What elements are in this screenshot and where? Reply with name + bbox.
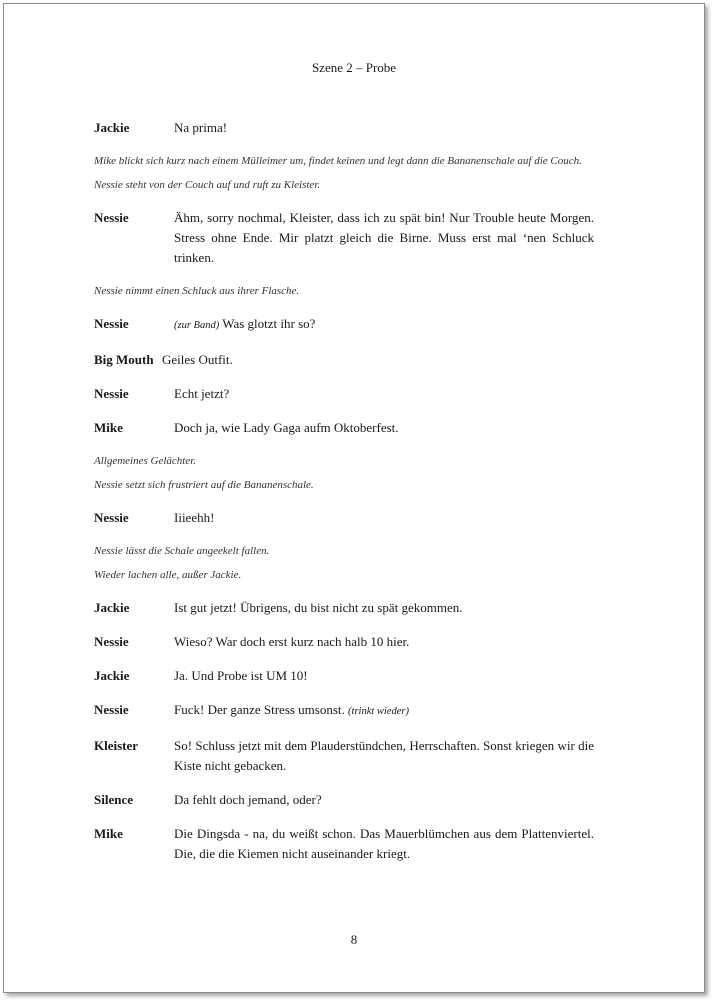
dialog-line <box>94 384 594 404</box>
dialog-line <box>94 666 594 686</box>
scene-header: Szene 2 – Probe <box>311 60 397 75</box>
speaker-name: Nessie <box>94 316 129 331</box>
dialog-text-wrapper <box>174 118 594 138</box>
speaker-name: Nessie <box>94 634 129 649</box>
dialog-text: So! Schluss jetzt mit dem Plauderstündchen, Herrschaften. Sonst kriegen wir die Kiste nicht gebacken. <box>174 738 594 773</box>
dialog-line <box>94 790 594 810</box>
dialog-line <box>94 418 594 438</box>
dialog-line <box>94 208 594 268</box>
dialog-text-wrapper <box>162 350 594 370</box>
dialog-text-wrapper <box>174 208 594 268</box>
dialog-text-wrapper <box>174 824 594 864</box>
script-page <box>3 3 705 993</box>
dialog-line <box>94 314 594 336</box>
speaker-name: Nessie <box>94 210 129 225</box>
speaker-name: Jackie <box>94 668 130 683</box>
dialog-text: Ähm, sorry nochmal, Kleister, dass ich zu spät bin! Nur Trouble heute Morgen. Stress ohne Ende. Mir platzt gleich die Birne. Muss erst mal ‘nen Schluck trinken. <box>174 210 594 265</box>
dialog-text-wrapper <box>174 418 594 438</box>
dialog-text: Na prima! <box>174 120 228 135</box>
dialog-text-wrapper <box>174 700 594 722</box>
speaker-name: Nessie <box>94 510 129 525</box>
dialog-text-wrapper <box>174 508 594 528</box>
dialog-line <box>94 508 594 528</box>
dialog-text-wrapper <box>174 598 594 618</box>
stage-direction: Mike blickt sich kurz nach einem Mülleimer um, findet keinen und legt dann die Bananenschale auf die Couch. <box>94 155 582 167</box>
dialog-text: Was glotzt ihr so? <box>222 316 316 331</box>
stage-direction: Nessie lässt die Schale angeekelt fallen. <box>94 545 270 557</box>
dialog-line <box>94 632 594 652</box>
stage-direction: Nessie nimmt einen Schluck aus ihrer Flasche. <box>94 285 300 297</box>
speaker-name: Jackie <box>94 600 130 615</box>
dialog-line <box>94 700 594 722</box>
dialog-line <box>94 350 594 370</box>
dialog-text: Ja. Und Probe ist UM 10! <box>174 668 308 683</box>
speaker-name: Mike <box>94 826 123 841</box>
page-number: 8 <box>350 932 358 947</box>
speaker-name: Nessie <box>94 702 129 717</box>
inline-stage-direction: (zur Band) <box>174 320 220 331</box>
stage-direction: Nessie setzt sich frustriert auf die Bananenschale. <box>94 479 314 491</box>
speaker-name: Mike <box>94 420 123 435</box>
script-body <box>94 118 594 878</box>
dialog-text: Geiles Outfit. <box>162 352 233 367</box>
speaker-name: Nessie <box>94 386 129 401</box>
stage-direction: Wieder lachen alle, außer Jackie. <box>94 569 242 581</box>
dialog-text-wrapper <box>174 384 594 404</box>
stage-direction: Allgemeines Gelächter. <box>94 455 197 467</box>
dialog-text-wrapper <box>174 632 594 652</box>
dialog-text: Wieso? War doch erst kurz nach halb 10 hier. <box>174 634 410 649</box>
dialog-text: Da fehlt doch jemand, oder? <box>174 792 322 807</box>
speaker-name: Silence <box>94 792 133 807</box>
inline-stage-direction: (trinkt wieder) <box>348 706 409 717</box>
dialog-text: Iiieehh! <box>174 510 215 525</box>
speaker-name: Jackie <box>94 120 130 135</box>
dialog-text-wrapper <box>174 314 594 336</box>
dialog-text: Echt jetzt? <box>174 386 230 401</box>
dialog-line <box>94 736 594 776</box>
dialog-text: Ist gut jetzt! Übrigens, du bist nicht zu spät gekommen. <box>174 600 463 615</box>
dialog-text: Fuck! Der ganze Stress umsonst. <box>174 702 345 717</box>
dialog-text-wrapper <box>174 790 594 810</box>
dialog-text-wrapper <box>174 736 594 776</box>
dialog-text: Doch ja, wie Lady Gaga aufm Oktoberfest. <box>174 420 399 435</box>
speaker-name: Kleister <box>94 738 139 753</box>
speaker-name: Big Mouth <box>94 352 154 367</box>
dialog-line <box>94 118 594 138</box>
dialog-text-wrapper <box>174 666 594 686</box>
dialog-text: Die Dingsda - na, du weißt schon. Das Mauerblümchen aus dem Plattenviertel. Die, die die Kiemen nicht auseinander kriegt. <box>174 826 594 861</box>
dialog-line <box>94 824 594 864</box>
stage-direction: Nessie steht von der Couch auf und ruft zu Kleister. <box>94 179 321 191</box>
dialog-line <box>94 598 594 618</box>
